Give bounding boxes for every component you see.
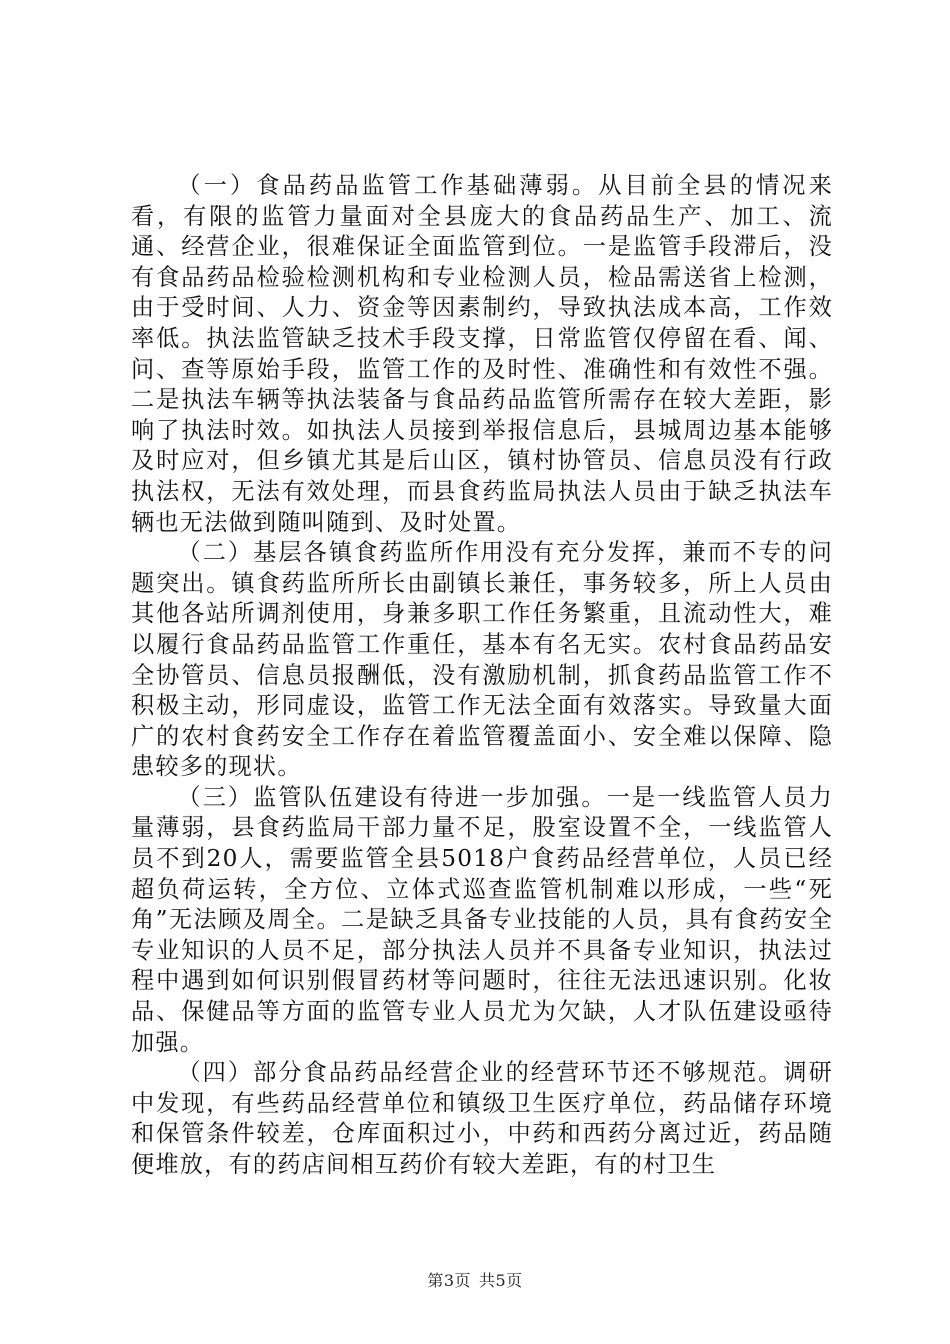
paragraph-4: （四）部分食品药品经营企业的经营环节还不够规范。调研中发现，有些药品经营单位和镇级卫生医疗单位，药品储存环境和保管条件较差，仓库面积过小，中药和西药分离过近，药品随便堆放，有的药店间相互药价有较大差距，有的村卫生: [131, 1059, 833, 1178]
paragraph-1: （一）食品药品监管工作基础薄弱。从目前全县的情况来看，有限的监管力量面对全县庞大的食品药品生产、加工、流通、经营企业，很难保证全面监管到位。一是监管手段滞后，没有食品药品检验检测机构和专业检测人员，检品需送省上检测，由于受时间、人力、资金等因素制约，导致执法成本高，工作效率低。执法监管缺乏技术手段支撑，日常监管仅停留在看、闻、问、查等原始手段，监管工作的及时性、准确性和有效性不强。二是执法车辆等执法装备与食品药品监管所需存在较大差距，影响了执法时效。如执法人员接到举报信息后，县城周边基本能够及时应对，但乡镇尤其是后山区，镇村协管员、信息员没有行政执法权，无法有效处理，而县食药监局执法人员由于缺乏执法车辆也无法做到随叫随到、及时处置。: [131, 172, 833, 536]
page-number: 第3页: [427, 1271, 471, 1290]
page-total: 共5页: [479, 1271, 523, 1290]
paragraph-3: （三）监管队伍建设有待进一步加强。一是一线监管人员力量薄弱，县食药监局干部力量不足，股室设置不全，一线监管人员不到20人，需要监管全县5018户食药品经营单位，人员已经超负荷运转，全方位、立体式巡查监管机制难以形成，一些“死角”无法顾及周全。二是缺乏具备专业技能的人员，具有食药安全专业知识的人员不足，部分执法人员并不具备专业知识，执法过程中遇到如何识别假冒药材等问题时，往往无法迅速识别。化妆品、保健品等方面的监管专业人员尤为欠缺，人才队伍建设亟待加强。: [131, 783, 833, 1056]
document-body: [131, 171, 833, 1181]
paragraph-2: （二）基层各镇食药监所作用没有充分发挥，兼而不专的问题突出。镇食药监所所长由副镇长兼任，事务较多，所上人员由其他各站所调剂使用，身兼多职工作任务繁重，且流动性大，难以履行食品药品监管工作重任，基本有名无实。农村食品药品安全协管员、信息员报酬低，没有激励机制，抓食药品监管工作不积极主动，形同虚设，监管工作无法全面有效落实。导致量大面广的农村食药安全工作存在着监管覆盖面小、安全难以保障、隐患较多的现状。: [131, 539, 833, 781]
page-footer: [0, 1271, 950, 1291]
